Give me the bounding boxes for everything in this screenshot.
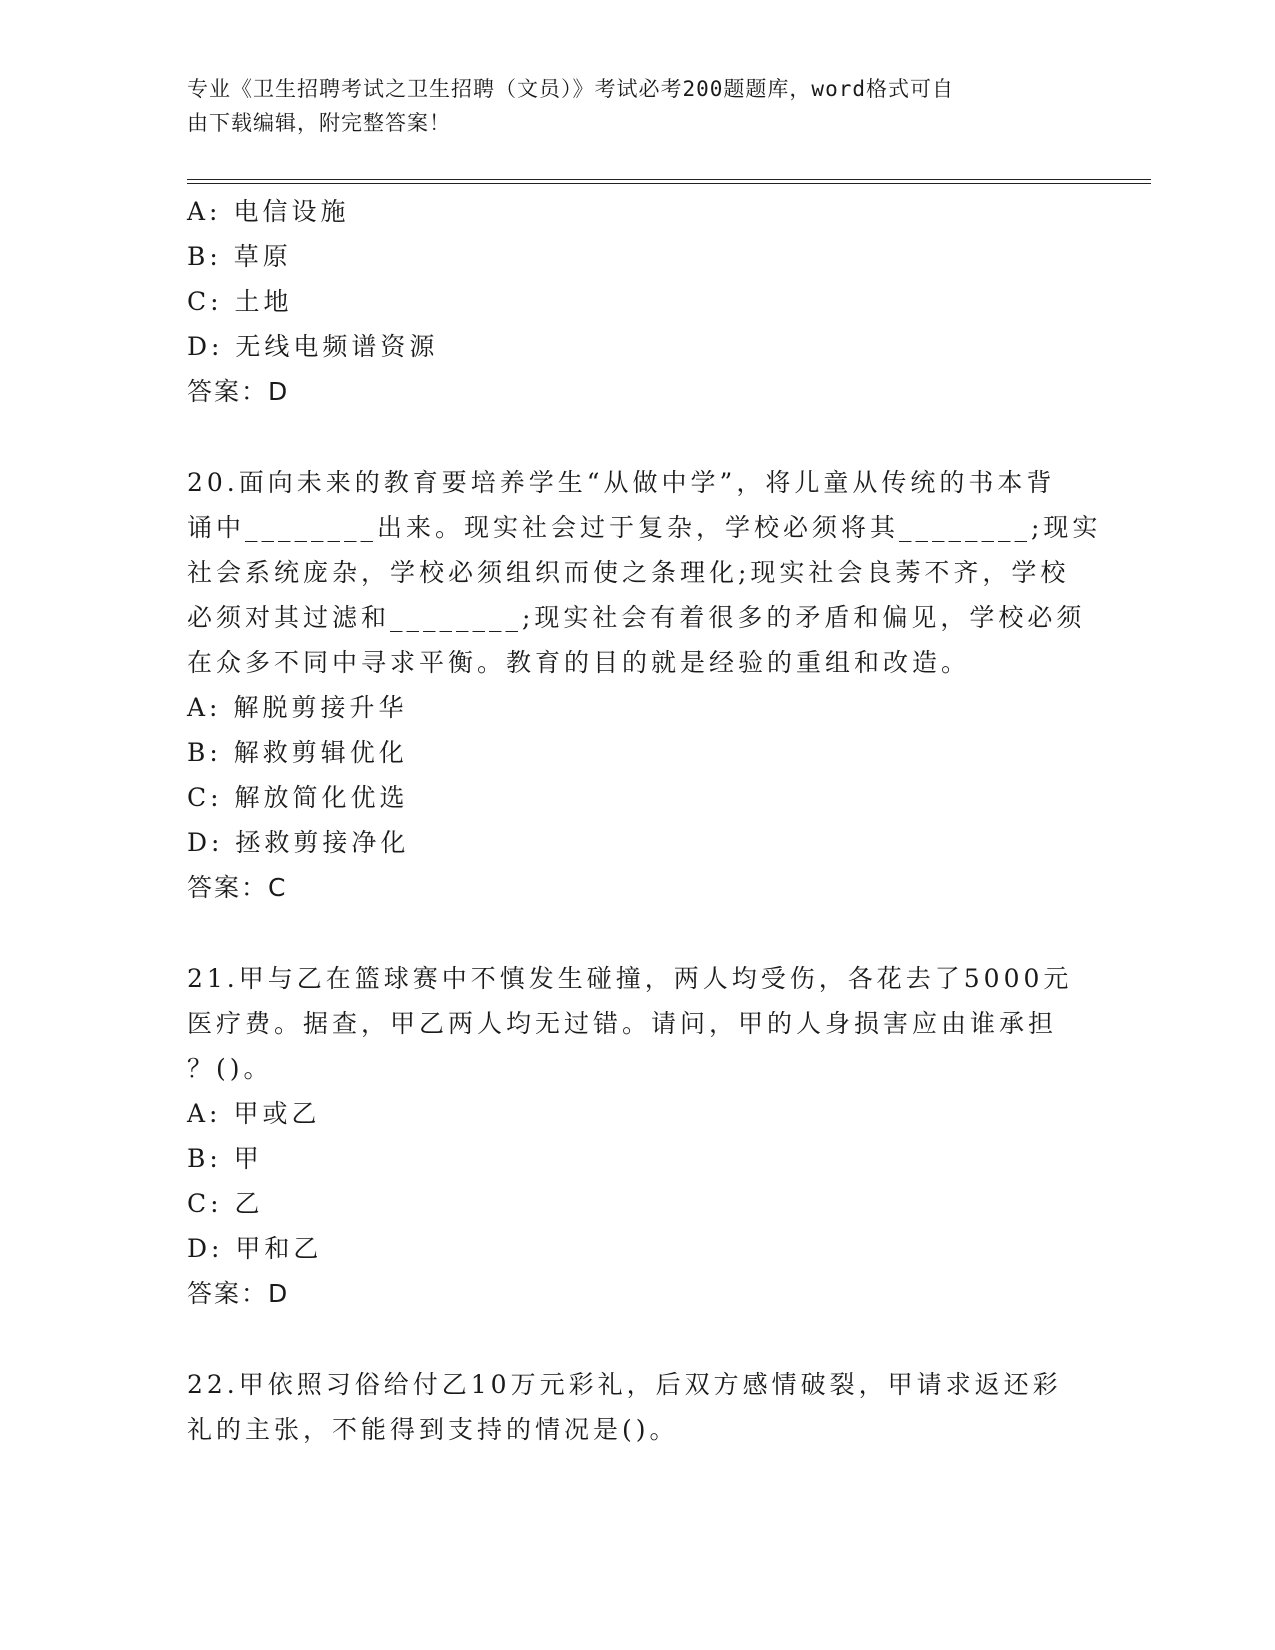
option-c: C: 乙 — [187, 1189, 264, 1218]
option-a: A: 甲或乙 — [187, 1099, 321, 1128]
question-text-line: 21.甲与乙在篮球赛中不慎发生碰撞，两人均受伤，各花去了5000元 — [187, 964, 1073, 993]
option-b: B: 甲 — [187, 1144, 263, 1173]
question-text-line: ？()。 — [187, 1054, 273, 1083]
question-text-line: 社会系统庞杂，学校必须组织而使之条理化;现实社会良莠不齐，学校 — [187, 558, 1070, 587]
question-text-line: 医疗费。据查，甲乙两人均无过错。请问，甲的人身损害应由谁承担 — [187, 1009, 1058, 1038]
option-c: C: 土地 — [187, 287, 293, 316]
answer-line: 答案：D — [187, 377, 290, 406]
option-b: B: 草原 — [187, 242, 292, 271]
question-21 — [187, 956, 1087, 1316]
header-line-2: 由下载编辑，附完整答案！ — [187, 111, 451, 135]
question-text-line: 礼的主张，不能得到支持的情况是()。 — [187, 1415, 679, 1444]
option-d: D: 无线电频谱资源 — [187, 332, 439, 361]
header-divider-top — [187, 179, 1151, 180]
answer-line: 答案：C — [187, 873, 288, 902]
question-20 — [187, 460, 1102, 910]
option-a: A: 解脱剪接升华 — [187, 693, 408, 722]
question-text-line: 20.面向未来的教育要培养学生“从做中学”，将儿童从传统的书本背 — [187, 468, 1056, 497]
document-body — [187, 189, 1102, 1452]
question-prev — [187, 189, 1087, 414]
header-divider-bottom — [187, 183, 1151, 184]
document-header — [187, 72, 1067, 140]
question-text-line: 22.甲依照习俗给付乙10万元彩礼，后双方感情破裂，甲请求返还彩 — [187, 1370, 1062, 1399]
option-d: D: 甲和乙 — [187, 1234, 323, 1263]
option-d: D: 拯救剪接净化 — [187, 828, 410, 857]
option-b: B: 解救剪辑优化 — [187, 738, 408, 767]
question-text-line: 在众多不同中寻求平衡。教育的目的就是经验的重组和改造。 — [187, 648, 971, 677]
option-a: A: 电信设施 — [187, 197, 350, 226]
question-text-line: 诵中________出来。现实社会过于复杂，学校必须将其________;现实 — [187, 513, 1102, 542]
header-line-1: 专业《卫生招聘考试之卫生招聘（文员）》考试必考200题题库，word格式可自 — [187, 77, 954, 101]
question-22 — [187, 1362, 1087, 1452]
option-c: C: 解放简化优选 — [187, 783, 409, 812]
answer-line: 答案：D — [187, 1279, 290, 1308]
question-text-line: 必须对其过滤和________;现实社会有着很多的矛盾和偏见，学校必须 — [187, 603, 1086, 632]
